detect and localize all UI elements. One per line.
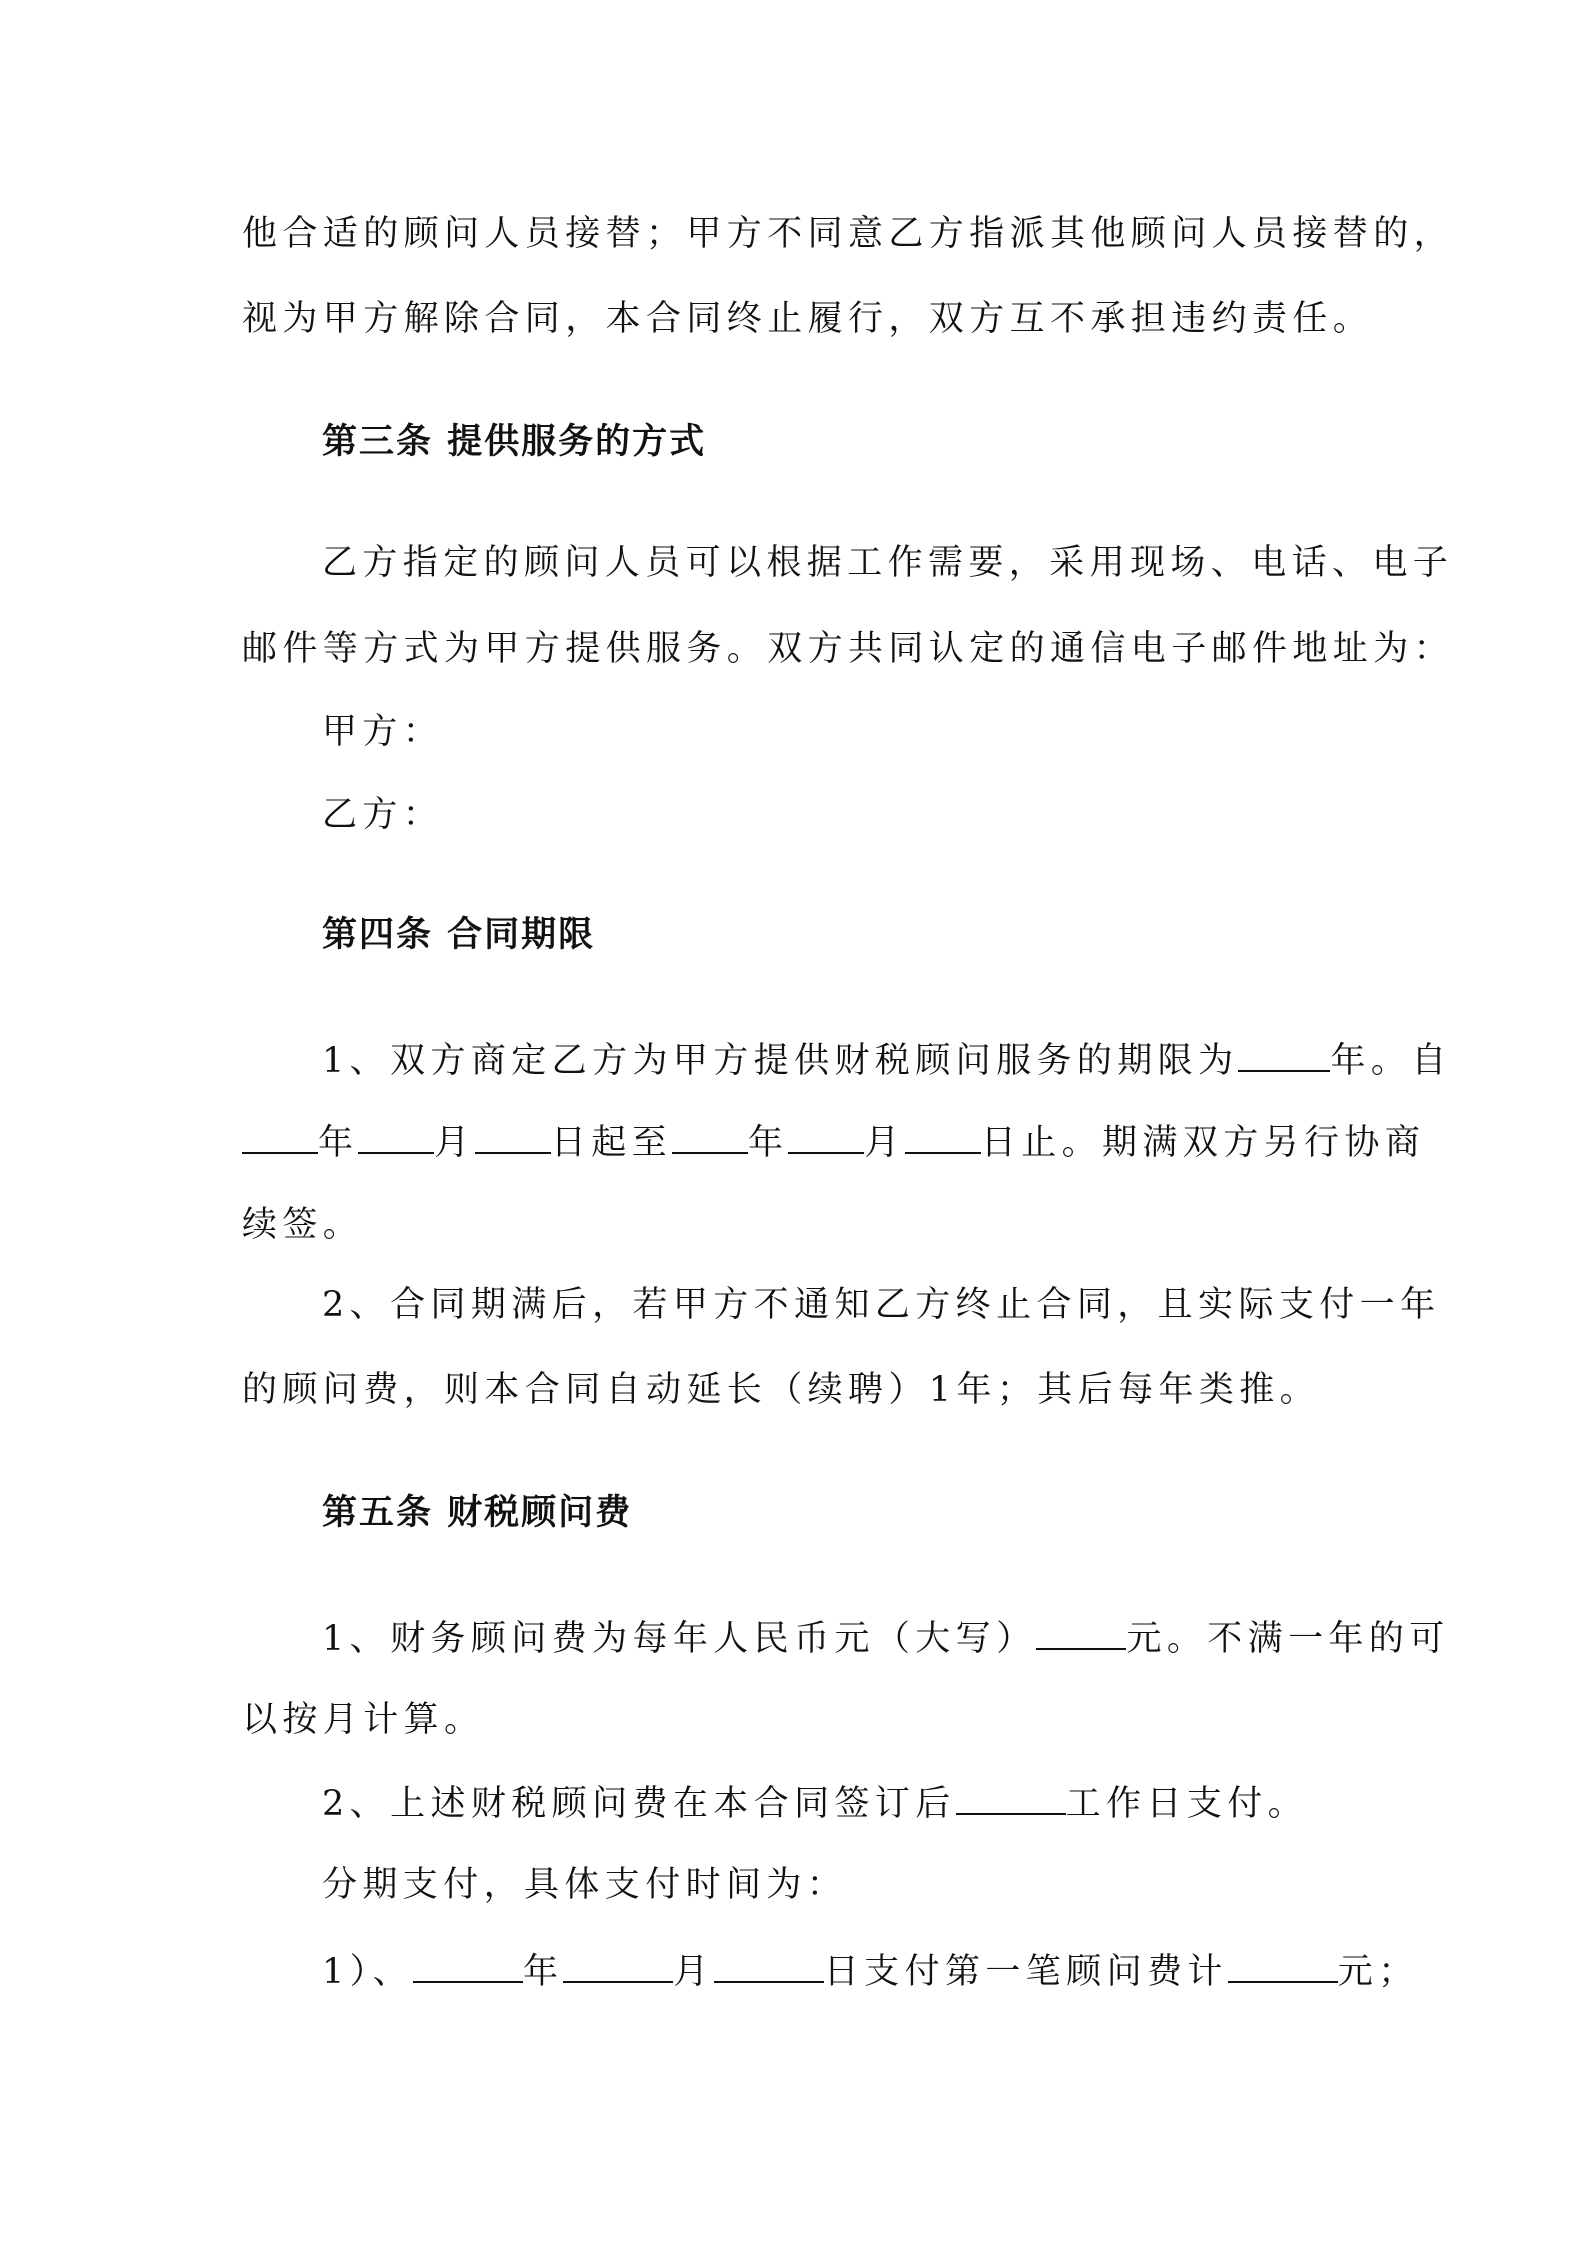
article-4-clause-1-line-3: 续签。 xyxy=(242,1205,364,1245)
clause-text: 日起至 xyxy=(550,1123,673,1163)
clause-text: 日支付第一笔顾问费计 xyxy=(823,1952,1228,1992)
article-4-clause-1-line-1 xyxy=(322,1036,1452,1083)
paragraph-line-1: 他合适的顾问人员接替；甲方不同意乙方指派其他顾问人员接替的， xyxy=(242,214,1455,254)
clause-text: 月 xyxy=(434,1123,475,1163)
installment-month-blank xyxy=(563,1947,673,1983)
clause-text: 元。不满一年的可 xyxy=(1126,1619,1450,1659)
article-4-clause-2-line-1: 2、合同期满后，若甲方不通知乙方终止合同，且实际支付一年 xyxy=(322,1285,1441,1325)
article-4-clause-2-line-2: 的顾问费，则本合同自动延长（续聘）1年；其后每年类推。 xyxy=(242,1370,1321,1410)
start-month-blank xyxy=(358,1118,434,1154)
end-month-blank xyxy=(788,1118,864,1154)
installment-amount-blank xyxy=(1228,1947,1338,1983)
paragraph-line-2: 视为甲方解除合同，本合同终止履行，双方互不承担违约责任。 xyxy=(242,299,1374,339)
clause-text: 月 xyxy=(864,1123,905,1163)
clause-text: 2、上述财税顾问费在本合同签订后 xyxy=(322,1784,956,1824)
clause-text: 工作日支付。 xyxy=(1065,1784,1309,1824)
article-4-clause-1-line-2 xyxy=(242,1118,1426,1165)
article-3-heading: 第三条 提供服务的方式 xyxy=(322,421,707,462)
clause-text: 日止。期满双方另行协商 xyxy=(980,1123,1426,1163)
payment-days-blank xyxy=(956,1779,1066,1815)
clause-text: 年。自 xyxy=(1330,1041,1452,1081)
party-b-email-label: 乙方： xyxy=(322,795,444,835)
article-5-clause-2-line-1 xyxy=(322,1779,1432,1826)
clause-text: 月 xyxy=(673,1952,714,1992)
clause-text: 1）、 xyxy=(322,1952,413,1992)
article-4-heading: 第四条 合同期限 xyxy=(322,914,596,955)
installment-intro: 分期支付，具体支付时间为： xyxy=(322,1865,848,1905)
term-years-blank xyxy=(1238,1036,1330,1072)
end-day-blank xyxy=(905,1118,981,1154)
article-5-heading: 第五条 财税顾问费 xyxy=(322,1492,633,1533)
clause-text: 元； xyxy=(1337,1952,1419,1992)
article-3-line-1: 乙方指定的顾问人员可以根据工作需要，采用现场、电话、电子 xyxy=(322,543,1454,583)
party-a-email-label: 甲方： xyxy=(322,712,444,752)
installment-1-line xyxy=(322,1947,1432,1994)
start-year-blank xyxy=(242,1118,318,1154)
clause-text: 1、双方商定乙方为甲方提供财税顾问服务的期限为 xyxy=(322,1041,1239,1081)
clause-text: 年 xyxy=(318,1123,359,1163)
installment-year-blank xyxy=(413,1947,523,1983)
clause-text: 年 xyxy=(522,1952,564,1992)
annual-fee-blank xyxy=(1036,1614,1126,1650)
clause-text: 年 xyxy=(748,1123,789,1163)
start-day-blank xyxy=(475,1118,551,1154)
clause-text: 1、财务顾问费为每年人民币元（大写） xyxy=(322,1619,1037,1659)
article-5-clause-1-line-1 xyxy=(322,1614,1450,1661)
article-5-clause-1-line-2: 以按月计算。 xyxy=(242,1700,485,1740)
end-year-blank xyxy=(672,1118,748,1154)
article-3-line-2: 邮件等方式为甲方提供服务。双方共同认定的通信电子邮件地址为： xyxy=(242,629,1455,669)
installment-day-blank xyxy=(714,1947,824,1983)
